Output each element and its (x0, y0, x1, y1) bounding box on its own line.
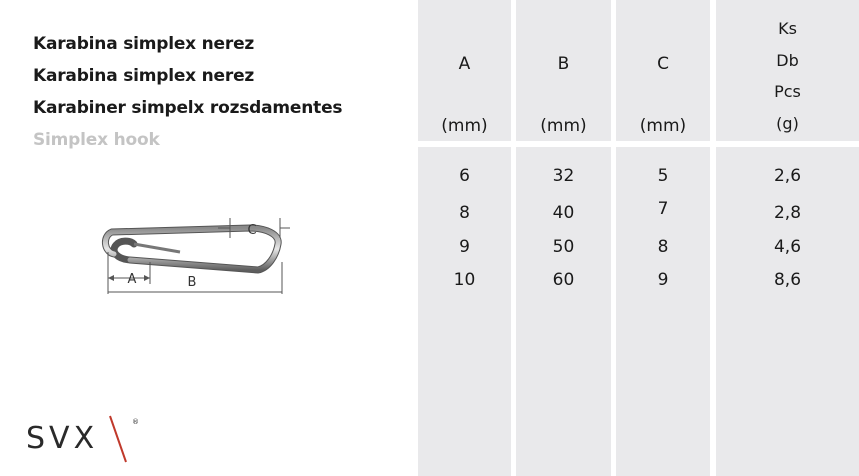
header-a: A (mm) (441, 54, 488, 136)
table-row-1-c: 5 (657, 166, 669, 186)
table-row-2-b: 40 (552, 203, 575, 223)
table-row-3-b: 50 (552, 237, 575, 257)
header-b: B (mm) (540, 54, 587, 136)
table-row-4-weight: 8,6 (773, 270, 802, 290)
table-row-2-weight: 2,8 (773, 203, 802, 223)
table-row-1-b: 32 (552, 166, 575, 186)
table-row-2-c: 7 (657, 199, 669, 219)
table-row-3-weight: 4,6 (773, 237, 802, 257)
table-row-1-weight: 2,6 (773, 166, 802, 186)
title-sk: Karabina simplex nerez (33, 66, 255, 86)
table-row-3-c: 8 (657, 237, 669, 257)
title-cz: Karabina simplex nerez (33, 34, 255, 54)
simplex-hook-figure (100, 212, 290, 298)
table-row-4-a: 10 (453, 270, 476, 290)
product-titles (33, 28, 342, 156)
dim-c-label: C (247, 223, 257, 238)
table-row-4-c: 9 (657, 270, 669, 290)
svx-logo (26, 410, 146, 466)
dim-a-label: A (127, 272, 137, 287)
dim-b-label: B (187, 275, 197, 290)
table-row-1-a: 6 (459, 166, 470, 186)
header-c: C (mm) (639, 54, 687, 136)
title-en: Simplex hook (33, 130, 160, 150)
title-hu: Karabiner simpelx rozsdamentes (33, 98, 343, 118)
registered-mark: ® (132, 418, 139, 426)
header-weight: Ks Db Pcs (g) (774, 19, 801, 133)
table-row-4-b: 60 (552, 270, 575, 290)
table-row-3-a: 9 (459, 237, 470, 257)
logo-text: SVX (26, 421, 99, 456)
table-row-2-a: 8 (459, 203, 470, 223)
